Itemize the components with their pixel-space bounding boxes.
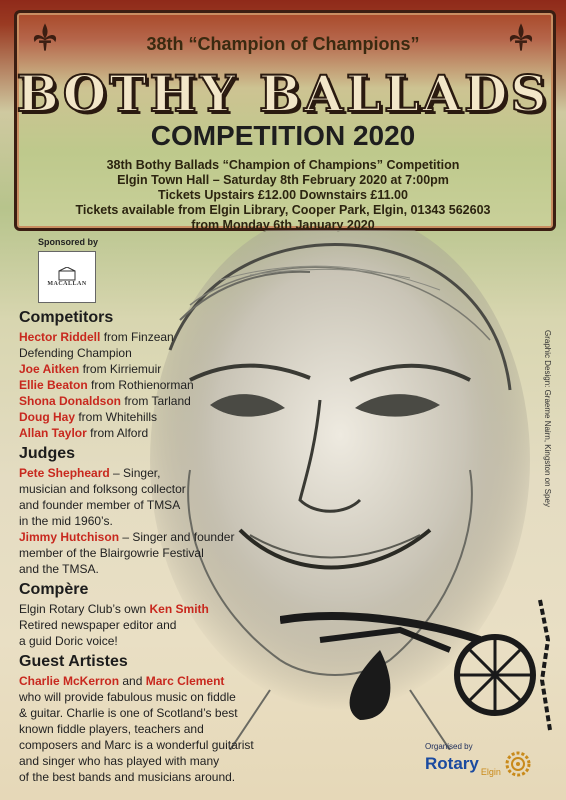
plough-illustration [280, 580, 566, 740]
sponsor-block [38, 237, 98, 303]
competitor-line [19, 409, 299, 425]
compere-line [19, 601, 299, 617]
compere-text: Elgin Rotary Club’s own [19, 602, 150, 616]
competitor-name: Joe Aitken [19, 362, 80, 376]
event-info-line: Elgin Town Hall – Saturday 8th February 2020 at 7:00pm [117, 173, 449, 187]
event-info [0, 158, 566, 233]
sponsor-logo-text: MACALLAN [47, 281, 87, 287]
guest-line: composers and Marc is a wonderful guitarist [19, 738, 254, 752]
organiser-label: Organised by [425, 742, 473, 751]
competitor-detail: from Tarland [121, 394, 191, 408]
guest-line [19, 673, 299, 689]
competitor-name: Doug Hay [19, 410, 76, 424]
compere-line: Retired newspaper editor and [19, 618, 177, 632]
guest-line: known fiddle players, teachers and [19, 722, 204, 736]
guest-line: and singer who has played with many [19, 754, 220, 768]
rotary-wheel-icon [505, 751, 531, 777]
judge-line: and founder member of TMSA [19, 498, 181, 512]
organiser-block [425, 742, 550, 777]
compere-heading: Compère [19, 581, 89, 598]
event-info-line: Tickets Upstairs £12.00 Downstairs £11.00 [158, 188, 408, 202]
judge-detail: – Singer, [109, 466, 161, 480]
competitor-line [19, 361, 299, 377]
event-info-line: Tickets available from Elgin Library, Cooper Park, Elgin, 01343 562603 [75, 203, 491, 217]
judge-line: musician and folksong collector [19, 482, 186, 496]
compere-name: Ken Smith [149, 602, 209, 616]
judge-line: member of the Blairgowrie Festival [19, 546, 204, 560]
guest-name: Charlie McKerron [19, 674, 120, 688]
guest-line: of the best bands and musicians around. [19, 770, 236, 784]
competitor-detail: from Kirriemuir [79, 362, 162, 376]
programme-content [19, 305, 299, 785]
guest-line: & guitar. Charlie is one of Scotland’s best [19, 706, 238, 720]
judge-line [19, 465, 299, 481]
judge-detail: – Singer and founder [119, 530, 235, 544]
competitor-detail: from Whitehills [75, 410, 158, 424]
poster-subtitle: 38th “Champion of Champions” [146, 34, 420, 54]
crest-icon [57, 267, 77, 281]
guest-line: who will provide fabulous music on fiddle [19, 690, 236, 704]
competitor-line [19, 425, 299, 441]
guest-name: Marc Clement [145, 674, 225, 688]
guest-artistes-heading: Guest Artistes [19, 653, 128, 670]
judge-line: in the mid 1960’s. [19, 514, 113, 528]
judge-line: and the TMSA. [19, 562, 99, 576]
judges-heading: Judges [19, 445, 76, 462]
competitor-line [19, 377, 299, 393]
competitor-detail: from Alford [86, 426, 149, 440]
sponsor-label: Sponsored by [38, 237, 99, 247]
competitor-detail: from Rothienorman [87, 378, 194, 392]
competitor-line [19, 345, 299, 361]
event-info-line: 38th Bothy Ballads “Champion of Champions” Competition [106, 158, 460, 172]
competitor-detail: from Finzean [100, 330, 174, 344]
competitor-name: Ellie Beaton [19, 378, 88, 392]
rotary-logo [425, 751, 550, 777]
rotary-name: Rotary [425, 754, 479, 773]
competitor-line [19, 393, 299, 409]
event-info-line: from Monday 6th January 2020 [191, 218, 375, 232]
judge-name: Pete Shepheard [19, 466, 110, 480]
compere-line: a guid Doric voice! [19, 634, 118, 648]
competition-title: COMPETITION 2020 [150, 120, 416, 151]
competitors-heading: Competitors [19, 309, 114, 326]
competitor-name: Shona Donaldson [19, 394, 121, 408]
guest-joiner: and [119, 674, 146, 688]
judge-name: Jimmy Hutchison [19, 530, 120, 544]
poster-main-title: BOTHY BALLADS [16, 64, 550, 123]
competitor-name: Hector Riddell [19, 330, 101, 344]
design-credit: Graphic Design: Graeme Nairn, Kingston on Spey [543, 330, 552, 507]
macallan-logo [38, 251, 96, 303]
competitor-detail: Defending Champion [19, 346, 132, 360]
judge-line [19, 529, 299, 545]
competitor-name: Allan Taylor [19, 426, 87, 440]
rotary-town: Elgin [480, 767, 501, 777]
competitor-line [19, 329, 299, 345]
